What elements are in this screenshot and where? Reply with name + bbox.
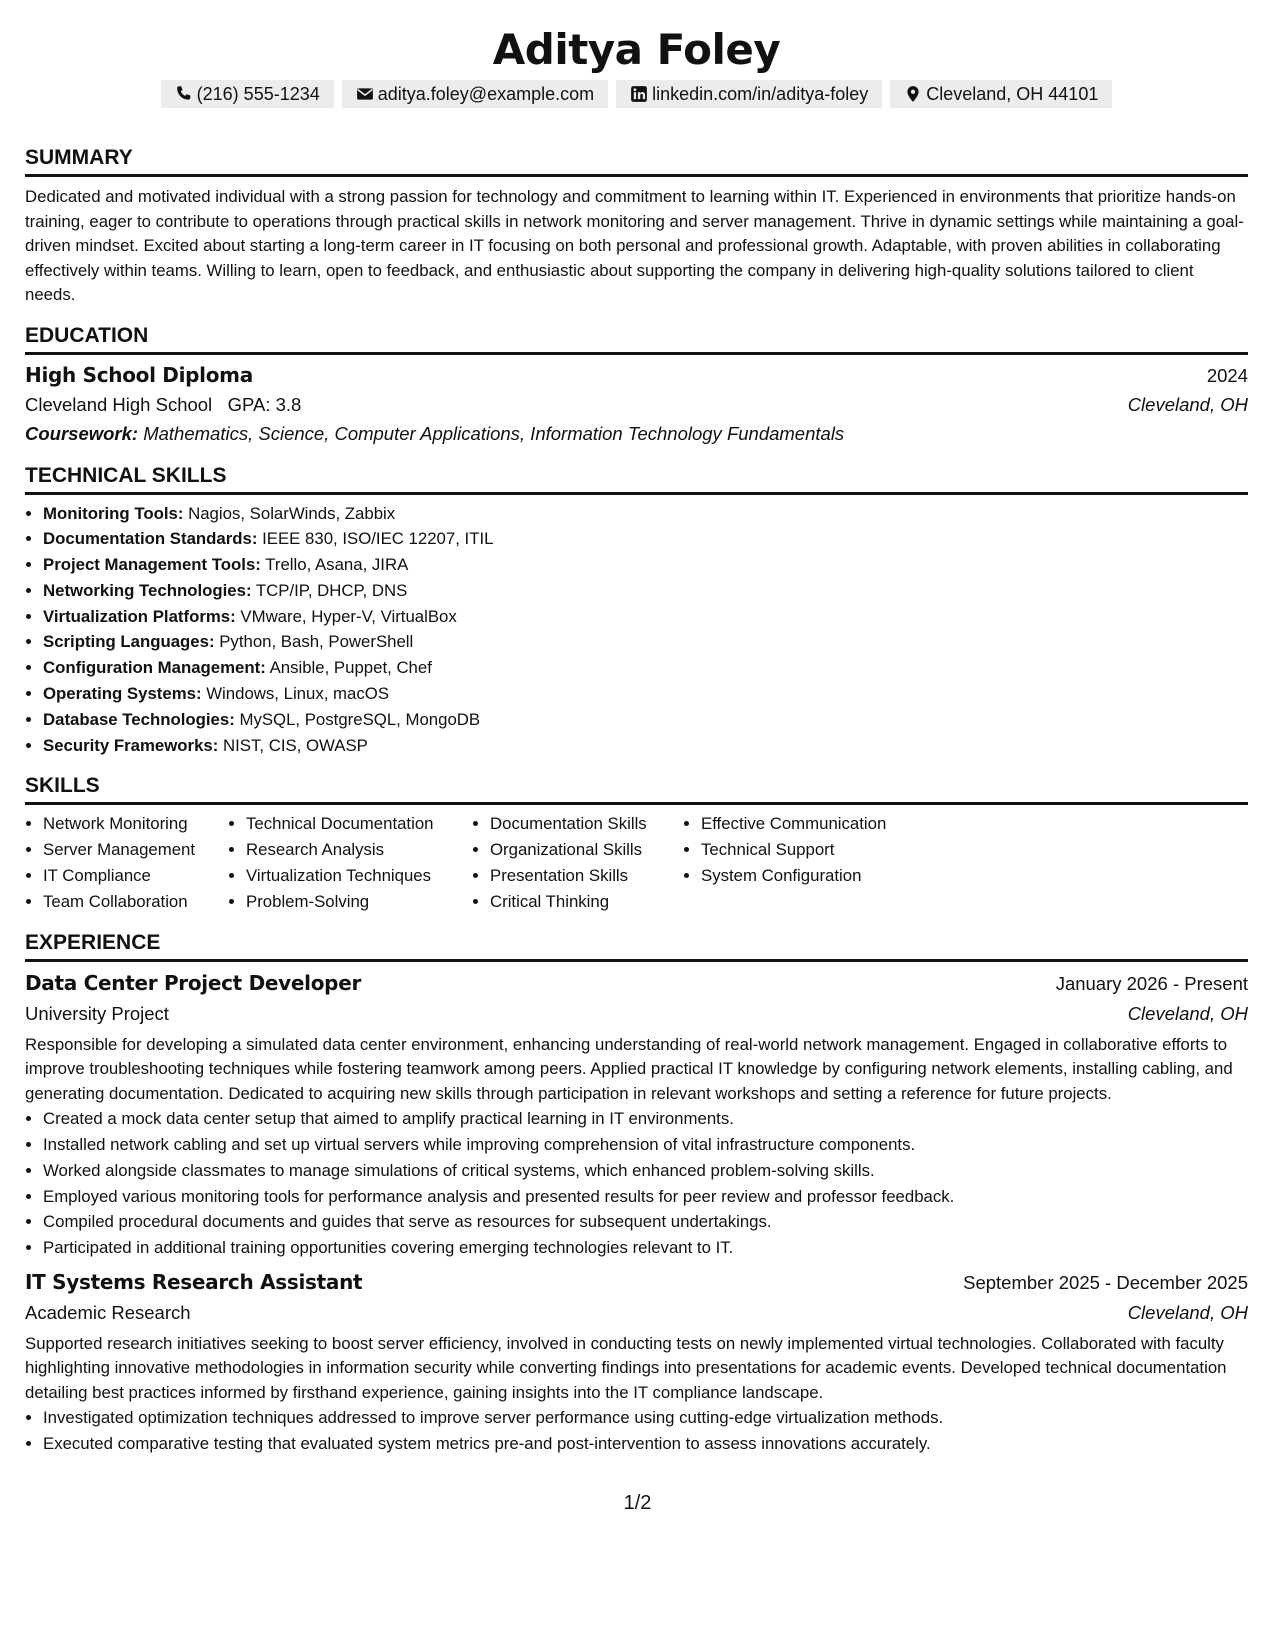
skills-column-3 <box>472 811 683 914</box>
list-item <box>43 681 1248 707</box>
skill-category: Virtualization Platforms: <box>43 606 236 626</box>
section-title-summary: SUMMARY <box>25 144 1248 177</box>
linkedin-text: linkedin.com/in/aditya-foley <box>652 83 869 104</box>
education-entry <box>25 361 1248 448</box>
list-item <box>43 578 1248 604</box>
list-item: • Participated in additional training opportunities covering emerging technologies relevant to IT. <box>43 1235 1248 1261</box>
skill-category: Monitoring Tools: <box>43 503 184 523</box>
job-title: IT Systems Research Assistant <box>25 1269 363 1294</box>
experience-entry <box>25 968 1248 1261</box>
section-title-experience: EXPERIENCE <box>25 929 1248 962</box>
email-text: aditya.foley@example.com <box>377 83 595 104</box>
job-bullets <box>25 1106 1248 1261</box>
location-text: Cleveland, OH 44101 <box>926 83 1099 104</box>
skill-values: Windows, Linux, macOS <box>206 684 390 704</box>
section-title-technical-skills: TECHNICAL SKILLS <box>25 462 1248 495</box>
job-organization: University Project <box>25 1002 169 1024</box>
contact-bar <box>25 80 1248 108</box>
list-item: • Server Management <box>43 837 228 863</box>
list-item: • Documentation Skills <box>490 811 683 837</box>
list-item: • Effective Communication <box>701 811 941 837</box>
contact-phone[interactable] <box>161 80 334 108</box>
skill-values: Python, Bash, PowerShell <box>219 632 414 652</box>
contact-linkedin[interactable] <box>616 80 882 108</box>
page-indicator: 1/2 <box>623 1492 652 1514</box>
list-item: • Team Collaboration <box>43 889 228 915</box>
list-item: • Technical Documentation <box>246 811 472 837</box>
contact-location[interactable] <box>890 80 1112 108</box>
skill-values: IEEE 830, ISO/IEC 12207, ITIL <box>262 529 494 549</box>
list-item: • Executed comparative testing that evaluated system metrics pre-and post-intervention to assess innovations accurately. <box>43 1431 1248 1457</box>
list-item: • Installed network cabling and set up virtual servers while improving comprehension of vital infrastructure components. <box>43 1132 1248 1158</box>
list-item <box>43 655 1248 681</box>
location-pin-icon <box>904 85 922 103</box>
skill-values: VMware, Hyper-V, VirtualBox <box>240 606 457 626</box>
job-dates: January 2026 - Present <box>1055 972 1248 994</box>
candidate-name: Aditya Foley <box>492 25 781 74</box>
skill-category: Operating Systems: <box>43 684 202 704</box>
skill-values: TCP/IP, DHCP, DNS <box>255 580 408 600</box>
skill-category: Project Management Tools: <box>43 555 261 575</box>
phone-icon <box>175 85 193 103</box>
degree: High School Diploma <box>25 362 253 387</box>
phone-text: (216) 555-1234 <box>196 83 320 104</box>
skill-values: MySQL, PostgreSQL, MongoDB <box>239 709 481 729</box>
list-item: • Presentation Skills <box>490 863 683 889</box>
skills-column-2 <box>228 811 472 914</box>
skill-values: NIST, CIS, OWASP <box>223 735 368 755</box>
graduation-year: 2024 <box>1206 364 1248 386</box>
list-item <box>43 501 1248 527</box>
envelope-icon <box>356 85 374 103</box>
skills-column-1 <box>25 811 228 914</box>
list-item: • Technical Support <box>701 837 941 863</box>
school-location: Cleveland, OH <box>1127 393 1248 415</box>
skill-category: Networking Technologies: <box>43 580 252 600</box>
gpa: GPA: 3.8 <box>227 393 302 415</box>
technical-skills-list <box>25 501 1248 759</box>
job-organization: Academic Research <box>25 1301 191 1323</box>
list-item <box>43 552 1248 578</box>
skill-category: Scripting Languages: <box>43 632 215 652</box>
job-title: Data Center Project Developer <box>25 970 362 995</box>
skills-grid <box>25 811 1248 914</box>
summary-text: Dedicated and motivated individual with a strong passion for technology and commitment to learning within IT. Experienced in environments that prioritize hands-on training, eager to contribute to operations through practical skills in network monitoring and server management. Thrive in dynamic settings while maintaining a goal-driven mindset. Excited about starting a long-term career in IT focusing on both personal and professional growth. Adaptable, with proven abilities in collaborating effectively within teams. Willing to learn, open to feedback, and enthusiastic about supporting the company in delivering high-quality solutions tailored to client needs. <box>25 187 1244 304</box>
coursework-list: Mathematics, Science, Computer Applications, Information Technology Fundamentals <box>143 422 845 444</box>
coursework-label: Coursework: <box>25 422 139 444</box>
list-item <box>43 629 1248 655</box>
skill-category: Documentation Standards: <box>43 529 258 549</box>
section-title-education: EDUCATION <box>25 322 1248 355</box>
job-location: Cleveland, OH <box>1127 1301 1248 1323</box>
list-item: • Worked alongside classmates to manage simulations of critical systems, which enhanced problem-solving skills. <box>43 1158 1248 1184</box>
school-name: Cleveland High School <box>25 393 213 415</box>
list-item: • Investigated optimization techniques addressed to improve server performance using cutting-edge virtualization methods. <box>43 1405 1248 1431</box>
job-dates: September 2025 - December 2025 <box>963 1271 1248 1293</box>
list-item: • Virtualization Techniques <box>246 863 472 889</box>
experience-entry <box>25 1267 1248 1457</box>
job-bullets <box>25 1405 1248 1457</box>
list-item <box>43 707 1248 733</box>
list-item: • Created a mock data center setup that aimed to amplify practical learning in IT environments. <box>43 1106 1248 1132</box>
list-item: • Compiled procedural documents and guides that serve as resources for subsequent undertakings. <box>43 1209 1248 1235</box>
list-item: • Problem-Solving <box>246 889 472 915</box>
skill-category: Configuration Management: <box>43 658 266 678</box>
coursework <box>25 419 1248 448</box>
skill-values: Trello, Asana, JIRA <box>265 555 409 575</box>
list-item: • System Configuration <box>701 863 941 889</box>
skill-category: Security Frameworks: <box>43 735 219 755</box>
linkedin-icon <box>630 85 648 103</box>
list-item: • IT Compliance <box>43 863 228 889</box>
list-item <box>43 733 1248 759</box>
job-description: Supported research initiatives seeking to boost server efficiency, involved in conducting tests on newly implemented virtual technologies. Collaborated with faculty highlighting innovative methodologies in information security while converting findings into presentations for academic events. Developed technical documentation detailing best practices informed by firsthand experience, gaining insights into the IT compliance landscape. <box>25 1333 1227 1402</box>
list-item <box>43 604 1248 630</box>
list-item <box>43 526 1248 552</box>
list-item: • Network Monitoring <box>43 811 228 837</box>
list-item: • Organizational Skills <box>490 837 683 863</box>
contact-email[interactable] <box>342 80 608 108</box>
skills-column-4 <box>683 811 941 914</box>
list-item: • Employed various monitoring tools for performance analysis and presented results for peer review and professor feedback. <box>43 1184 1248 1210</box>
list-item: • Critical Thinking <box>490 889 683 915</box>
skill-values: Ansible, Puppet, Chef <box>269 658 432 678</box>
list-item: • Research Analysis <box>246 837 472 863</box>
resume-page <box>25 0 1248 1457</box>
job-description: Responsible for developing a simulated data center environment, enhancing understanding of real-world network management. Engaged in collaborative efforts to improve troubleshooting techniques while fostering teamwork among peers. Applied practical IT knowledge by configuring network elements, installing cabling, and generating documentation. Dedicated to acquiring new skills through participation in relevant workshops and setting a reference for future projects. <box>25 1034 1233 1103</box>
skill-values: Nagios, SolarWinds, Zabbix <box>188 503 396 523</box>
skill-category: Database Technologies: <box>43 709 235 729</box>
section-title-skills: SKILLS <box>25 772 1248 805</box>
job-location: Cleveland, OH <box>1127 1002 1248 1024</box>
